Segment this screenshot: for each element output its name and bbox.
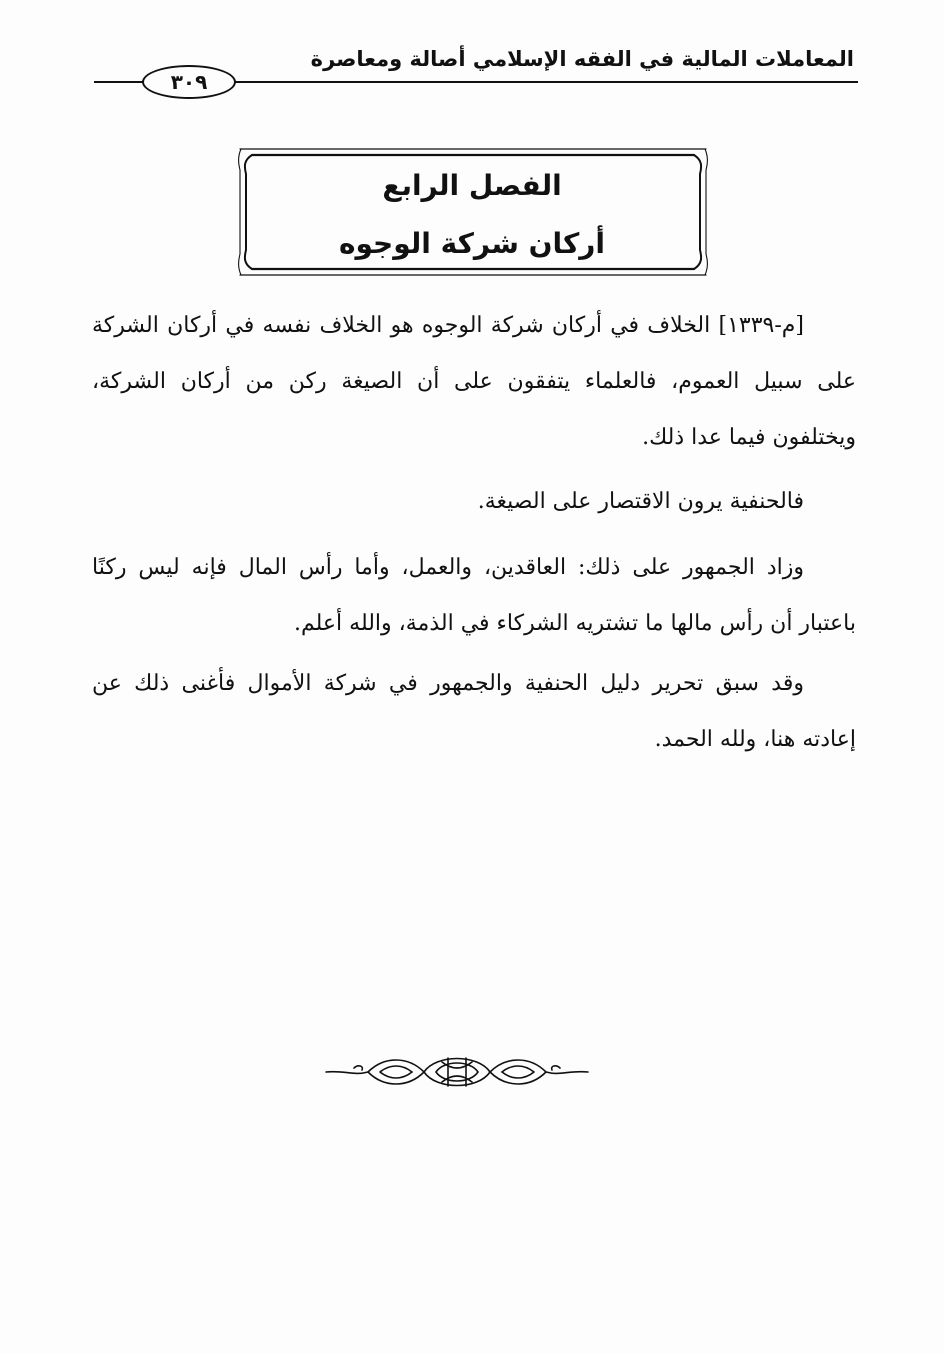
running-header-title: المعاملات المالية في الفقه الإسلامي أصالة ومعاصرة bbox=[310, 47, 854, 71]
paragraph-2: فالحنفية يرون الاقتصار على الصيغة. bbox=[477, 489, 804, 514]
chapter-title: الفصل الرابع bbox=[382, 169, 562, 202]
page-number-oval bbox=[142, 65, 236, 99]
chapter-subtitle: أركان شركة الوجوه bbox=[338, 227, 606, 260]
paragraph-4: وقد سبق تحرير دليل الحنفية والجمهور في شركة الأموال فأغنى ذلك عن إعادته هنا، ولله الحمد. bbox=[92, 671, 856, 752]
end-ornament bbox=[324, 1050, 590, 1094]
page-number: ٣٠٩ bbox=[170, 70, 208, 94]
paragraph-1: [م-١٣٣٩] الخلاف في أركان شركة الوجوه هو الخلاف نفسه في أركان الشركة على سبيل العموم، فالعلماء يتفقون على أن الصيغة ركن من أركان الشركة، ويختلفون فيما عدا ذلك. bbox=[92, 313, 856, 450]
paragraph-3: وزاد الجمهور على ذلك: العاقدين، والعمل، وأما رأس المال فإنه ليس ركنًا باعتبار أن رأس مالها ما تشتريه الشركاء في الذمة، والله أعلم. bbox=[92, 555, 856, 636]
